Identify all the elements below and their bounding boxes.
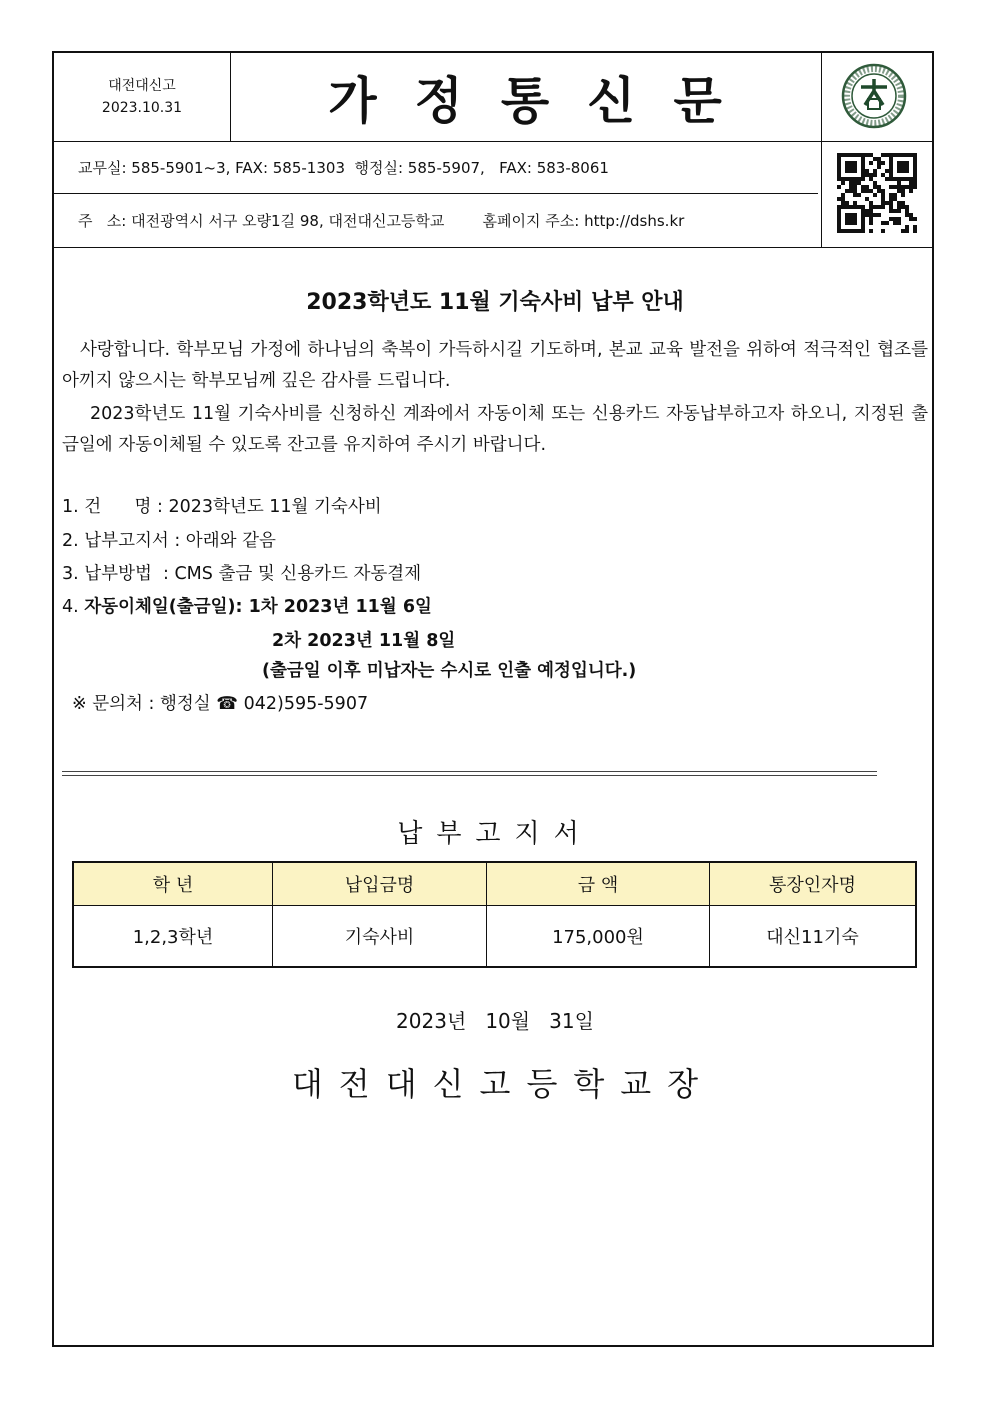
issue-date: 2023.10.31 — [101, 100, 183, 116]
cell-amount: 175,000원 — [487, 906, 710, 968]
contact-info: 교무실: 585-5901~3, FAX: 585-1303 행정실: 585-5907, FAX: 583-8061 — [78, 159, 609, 177]
header-fee-name: 납입금명 — [273, 862, 487, 906]
address-info: 주 소: 대전광역시 서구 오량1길 98, 대전대신고등학교 홈페이지 주소: http://dshs.kr — [78, 212, 685, 230]
cell-fee-name: 기숙사비 — [273, 906, 487, 968]
document-frame — [52, 51, 934, 1347]
header-grade: 학 년 — [73, 862, 273, 906]
principal-signature: 대전대신고등학교장 — [291, 1065, 715, 1103]
header-amount: 금 액 — [487, 862, 710, 906]
notice-paragraph: 2023학년도 11월 기숙사비를 신청하신 계좌에서 자동이체 또는 신용카드 자동납부하고자 하오니, 지정된 출금일에 자동이체될 수 있도록 잔고를 유지하여 주시기 바랍니다. — [62, 404, 928, 455]
item-transfer-first: 자동이체일(출금일): 1차 2023년 11월 6일 — [84, 597, 432, 617]
item-method: 3. 납부방법 : CMS 출금 및 신용카드 자동결제 — [62, 564, 422, 584]
item-transfer-number: 4. — [62, 597, 85, 617]
item-transfer-note: (출금일 이후 미납자는 수시로 인출 예정입니다.) — [262, 661, 637, 681]
qr-code-icon — [837, 153, 917, 233]
header-divider-1 — [54, 141, 932, 142]
issuer-box — [54, 53, 230, 141]
school-emblem-icon — [841, 63, 907, 129]
issue-date-footer: 2023년 10월 31일 — [396, 1009, 594, 1033]
item-slip: 2. 납부고지서 : 아래와 같음 — [62, 531, 276, 551]
item-transfer-second: 2차 2023년 11월 8일 — [272, 631, 456, 651]
cell-grade: 1,2,3학년 — [73, 906, 273, 968]
header-divider-2 — [54, 193, 818, 194]
notice-title: 2023학년도 11월 기숙사비 납부 안내 — [306, 290, 684, 315]
inquiry-line: ※ 문의처 : 행정실 ☎ 042)595-5907 — [72, 694, 369, 714]
page-title: 가정통신문 — [328, 72, 760, 130]
item-transfer-date — [62, 593, 432, 618]
payment-table — [72, 861, 917, 968]
table-row — [73, 906, 916, 968]
greeting-paragraph: 사랑합니다. 학부모님 가정에 하나님의 축복이 가득하시길 기도하며, 본교 교육 발전을 위하여 적극적인 협조를 아끼지 않으시는 학부모님께 깊은 감사를 드립니다. — [62, 340, 928, 391]
header-divider-3 — [54, 247, 932, 248]
issuer-name: 대전대신고 — [108, 78, 176, 94]
header-account-print: 통장인자명 — [710, 862, 917, 906]
item-subject: 1. 건 명 : 2023학년도 11월 기숙사비 — [62, 497, 382, 517]
cut-line — [62, 771, 877, 776]
cell-account-print: 대신11기숙 — [710, 906, 917, 968]
slip-title: 납부고지서 — [397, 819, 593, 849]
table-header-row — [73, 862, 916, 906]
header-vline-2 — [821, 53, 822, 247]
